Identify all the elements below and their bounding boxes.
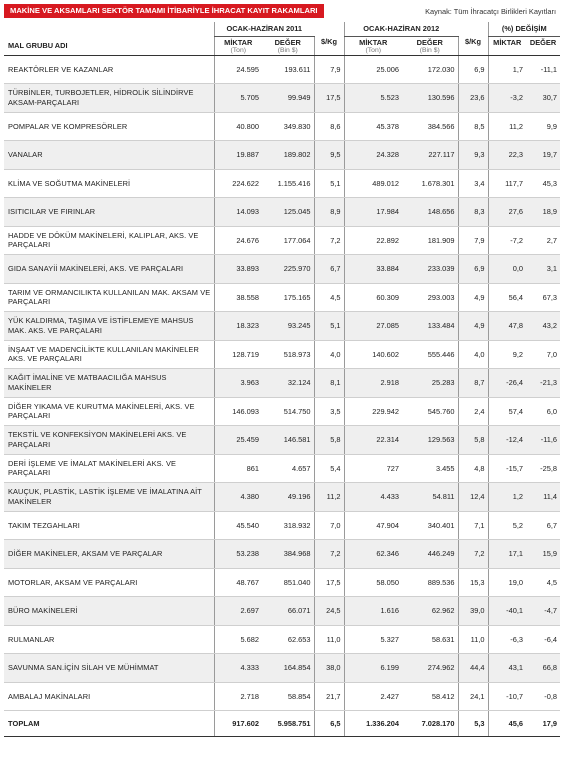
value-label: DEĞER <box>274 37 301 47</box>
value-2012-cell: 148.656 <box>402 198 458 227</box>
per-kg-2012-cell: 4,9 <box>458 312 488 341</box>
quantity-2012-cell: 229.942 <box>344 397 402 426</box>
header-spacer <box>4 22 214 36</box>
value-change-cell: -11,1 <box>526 55 560 84</box>
quantity-2012-cell: 489.012 <box>344 169 402 198</box>
quantity-2012-cell: 140.602 <box>344 340 402 369</box>
header-spacer <box>458 22 488 36</box>
export-figures-table <box>4 22 560 737</box>
quantity-2012-cell: 45.378 <box>344 112 402 141</box>
per-kg-2011-cell: 8,9 <box>314 198 344 227</box>
quantity-change-cell: 5,2 <box>488 511 526 540</box>
quantity-2011-cell: 24.676 <box>214 226 262 255</box>
value-2011-cell: 164.854 <box>262 654 314 683</box>
period-header-row <box>4 22 560 36</box>
product-group-cell: MOTORLAR, AKSAM VE PARÇALARI <box>4 568 214 597</box>
per-kg-2011-cell: 11,0 <box>314 625 344 654</box>
value-change-header: DEĞER <box>526 36 560 55</box>
value-change-cell: 19,7 <box>526 141 560 170</box>
product-group-cell: RULMANLAR <box>4 625 214 654</box>
value-change-cell: 17,9 <box>526 711 560 737</box>
table-row <box>4 597 560 626</box>
per-kg-2011-cell: 5,1 <box>314 169 344 198</box>
value-2011-cell: 851.040 <box>262 568 314 597</box>
product-group-cell: KLİMA VE SOĞUTMA MAKİNELERİ <box>4 169 214 198</box>
quantity-2011-cell: 5.705 <box>214 84 262 113</box>
quantity-2011-cell: 2.697 <box>214 597 262 626</box>
table-title: MAKİNE VE AKSAMLARI SEKTÖR TAMAMI İTİBARİYLE İHRACAT KAYIT RAKAMLARI <box>4 4 324 18</box>
value-2011-cell: 177.064 <box>262 226 314 255</box>
value-unit: (Bin $) <box>277 46 298 54</box>
per-kg-2012-cell: 4,0 <box>458 340 488 369</box>
value-2011-cell: 318.932 <box>262 511 314 540</box>
table-row <box>4 226 560 255</box>
value-2011-cell: 175.165 <box>262 283 314 312</box>
quantity-change-cell: 1,2 <box>488 483 526 512</box>
per-kg-2012-cell: 6,9 <box>458 55 488 84</box>
value-change-cell: 18,9 <box>526 198 560 227</box>
quantity-2011-cell: 18.323 <box>214 312 262 341</box>
product-group-cell: REAKTÖRLER VE KAZANLAR <box>4 55 214 84</box>
value-2012-cell: 1.678.301 <box>402 169 458 198</box>
table-body <box>4 55 560 737</box>
quantity-label: MİKTAR <box>224 37 253 47</box>
quantity-2012-cell: 25.006 <box>344 55 402 84</box>
table-row <box>4 654 560 683</box>
quantity-2011-cell: 2.718 <box>214 682 262 711</box>
value-2011-cell: 189.802 <box>262 141 314 170</box>
value-change-cell: 11,4 <box>526 483 560 512</box>
table-row <box>4 426 560 455</box>
value-2012-cell: 384.566 <box>402 112 458 141</box>
value-2012-cell: 3.455 <box>402 454 458 483</box>
quantity-2012-cell: 58.050 <box>344 568 402 597</box>
quantity-change-cell: 43,1 <box>488 654 526 683</box>
quantity-change-cell: 57,4 <box>488 397 526 426</box>
quantity-2011-cell: 128.719 <box>214 340 262 369</box>
per-kg-2011-cell: 17,5 <box>314 568 344 597</box>
table-row <box>4 198 560 227</box>
per-kg-2012-cell: 12,4 <box>458 483 488 512</box>
table-row <box>4 511 560 540</box>
per-kg-2012-cell: 11,0 <box>458 625 488 654</box>
value-change-cell: 67,3 <box>526 283 560 312</box>
value-2012-cell: 293.003 <box>402 283 458 312</box>
quantity-2011-header <box>214 36 262 55</box>
value-2012-cell: 129.563 <box>402 426 458 455</box>
product-group-cell: VANALAR <box>4 141 214 170</box>
per-kg-2011-cell: 9,5 <box>314 141 344 170</box>
table-row <box>4 340 560 369</box>
per-kg-2011-cell: 38,0 <box>314 654 344 683</box>
table-row <box>4 483 560 512</box>
table-row <box>4 55 560 84</box>
quantity-change-cell: -6,3 <box>488 625 526 654</box>
product-group-cell: DİĞER YIKAMA VE KURUTMA MAKİNELERİ, AKS. VE PARÇALARI <box>4 397 214 426</box>
product-group-cell: SAVUNMA SAN.İÇİN SİLAH VE MÜHİMMAT <box>4 654 214 683</box>
per-kg-2011-cell: 21,7 <box>314 682 344 711</box>
value-change-cell: 45,3 <box>526 169 560 198</box>
value-2011-cell: 99.949 <box>262 84 314 113</box>
product-group-cell: DİĞER MAKİNELER, AKSAM VE PARÇALAR <box>4 540 214 569</box>
value-2011-cell: 62.653 <box>262 625 314 654</box>
value-2012-cell: 274.962 <box>402 654 458 683</box>
per-kg-2012-cell: 8,7 <box>458 369 488 398</box>
quantity-2011-cell: 5.682 <box>214 625 262 654</box>
quantity-unit: (Ton) <box>230 46 246 54</box>
quantity-2012-cell: 5.327 <box>344 625 402 654</box>
product-group-cell: KAĞIT İMALİNE VE MATBAACILIĞA MAHSUS MAKİNELER <box>4 369 214 398</box>
quantity-change-cell: 45,6 <box>488 711 526 737</box>
quantity-2011-cell: 38.558 <box>214 283 262 312</box>
per-kg-2011-cell: 7,2 <box>314 540 344 569</box>
quantity-2012-cell: 1.336.204 <box>344 711 402 737</box>
value-2011-cell: 125.045 <box>262 198 314 227</box>
table-row <box>4 625 560 654</box>
product-group-cell: KAUÇUK, PLASTİK, LASTİK İŞLEME VE İMALATINA AİT MAKİNELER <box>4 483 214 512</box>
period-2011-header: OCAK-HAZİRAN 2011 <box>214 22 314 36</box>
value-change-cell: 6,0 <box>526 397 560 426</box>
value-2012-cell: 133.484 <box>402 312 458 341</box>
quantity-2012-cell: 17.984 <box>344 198 402 227</box>
value-change-cell: -6,4 <box>526 625 560 654</box>
table-row <box>4 568 560 597</box>
quantity-change-cell: 27,6 <box>488 198 526 227</box>
value-2012-cell: 58.412 <box>402 682 458 711</box>
per-kg-2011-header: $/Kg <box>314 36 344 55</box>
value-2011-cell: 518.973 <box>262 340 314 369</box>
product-group-cell: TARIM VE ORMANCILIKTA KULLANILAN MAK. AKSAM VE PARÇALARI <box>4 283 214 312</box>
per-kg-2012-cell: 7,1 <box>458 511 488 540</box>
quantity-2012-cell: 62.346 <box>344 540 402 569</box>
quantity-change-cell: -7,2 <box>488 226 526 255</box>
quantity-2011-cell: 4.380 <box>214 483 262 512</box>
quantity-2011-cell: 19.887 <box>214 141 262 170</box>
quantity-2012-cell: 1.616 <box>344 597 402 626</box>
value-change-cell: 30,7 <box>526 84 560 113</box>
quantity-change-cell: 0,0 <box>488 255 526 284</box>
value-change-cell: 9,9 <box>526 112 560 141</box>
value-2011-cell: 5.958.751 <box>262 711 314 737</box>
per-kg-2012-cell: 15,3 <box>458 568 488 597</box>
value-2011-header <box>262 36 314 55</box>
value-2011-cell: 32.124 <box>262 369 314 398</box>
table-row <box>4 141 560 170</box>
quantity-change-cell: 19,0 <box>488 568 526 597</box>
value-change-cell: 6,7 <box>526 511 560 540</box>
per-kg-2011-cell: 7,9 <box>314 55 344 84</box>
per-kg-2011-cell: 5,4 <box>314 454 344 483</box>
per-kg-2012-cell: 24,1 <box>458 682 488 711</box>
product-group-header: MAL GRUBU ADI <box>4 36 214 55</box>
period-2012-header: OCAK-HAZİRAN 2012 <box>344 22 458 36</box>
value-change-cell: 66,8 <box>526 654 560 683</box>
quantity-change-cell: 22,3 <box>488 141 526 170</box>
per-kg-2011-cell: 24,5 <box>314 597 344 626</box>
per-kg-2012-cell: 7,2 <box>458 540 488 569</box>
per-kg-2011-cell: 4,0 <box>314 340 344 369</box>
value-2011-cell: 58.854 <box>262 682 314 711</box>
quantity-unit: (Ton) <box>365 46 381 54</box>
quantity-2011-cell: 14.093 <box>214 198 262 227</box>
per-kg-2011-cell: 3,5 <box>314 397 344 426</box>
value-change-cell: 2,7 <box>526 226 560 255</box>
change-header: (%) DEĞİŞİM <box>488 22 560 36</box>
quantity-2012-cell: 22.314 <box>344 426 402 455</box>
quantity-2012-cell: 47.904 <box>344 511 402 540</box>
value-2012-cell: 62.962 <box>402 597 458 626</box>
per-kg-2011-cell: 8,6 <box>314 112 344 141</box>
value-2012-cell: 7.028.170 <box>402 711 458 737</box>
quantity-2012-cell: 6.199 <box>344 654 402 683</box>
value-change-cell: 43,2 <box>526 312 560 341</box>
value-change-cell: 4,5 <box>526 568 560 597</box>
quantity-2012-cell: 727 <box>344 454 402 483</box>
value-2011-cell: 93.245 <box>262 312 314 341</box>
quantity-2011-cell: 25.459 <box>214 426 262 455</box>
quantity-change-cell: -15,7 <box>488 454 526 483</box>
quantity-2011-cell: 917.602 <box>214 711 262 737</box>
value-2012-cell: 181.909 <box>402 226 458 255</box>
quantity-2012-cell: 4.433 <box>344 483 402 512</box>
table-row <box>4 112 560 141</box>
quantity-2012-cell: 2.427 <box>344 682 402 711</box>
value-2012-cell: 130.596 <box>402 84 458 113</box>
product-group-cell: BÜRO MAKİNELERİ <box>4 597 214 626</box>
product-group-cell: DERİ İŞLEME VE İMALAT MAKİNELERİ AKS. VE PARÇALARI <box>4 454 214 483</box>
product-group-cell: YÜK KALDIRMA, TAŞIMA VE İSTİFLEMEYE MAHSUS MAK. AKS. VE PARÇALARI <box>4 312 214 341</box>
value-2012-cell: 233.039 <box>402 255 458 284</box>
value-change-cell: -0,8 <box>526 682 560 711</box>
quantity-2011-cell: 45.540 <box>214 511 262 540</box>
table-row <box>4 312 560 341</box>
value-change-cell: -21,3 <box>526 369 560 398</box>
table-row <box>4 255 560 284</box>
quantity-2012-cell: 60.309 <box>344 283 402 312</box>
value-2012-cell: 889.536 <box>402 568 458 597</box>
per-kg-2011-cell: 11,2 <box>314 483 344 512</box>
quantity-2011-cell: 146.093 <box>214 397 262 426</box>
value-change-cell: -4,7 <box>526 597 560 626</box>
quantity-2011-cell: 53.238 <box>214 540 262 569</box>
per-kg-2012-cell: 4,9 <box>458 283 488 312</box>
quantity-2011-cell: 4.333 <box>214 654 262 683</box>
quantity-2012-cell: 2.918 <box>344 369 402 398</box>
quantity-2012-cell: 5.523 <box>344 84 402 113</box>
product-group-cell: GIDA SANAYİİ MAKİNELERİ, AKS. VE PARÇALARI <box>4 255 214 284</box>
value-2012-cell: 545.760 <box>402 397 458 426</box>
per-kg-2011-cell: 7,0 <box>314 511 344 540</box>
quantity-label: MİKTAR <box>359 37 388 47</box>
per-kg-2011-cell: 5,1 <box>314 312 344 341</box>
product-group-cell: TÜRBİNLER, TURBOJETLER, HİDROLİK SİLİNDİRVE AKSAM-PARÇALARI <box>4 84 214 113</box>
product-group-cell: TEKSTİL VE KONFEKSİYON MAKİNELERİ AKS. VE PARÇALARI <box>4 426 214 455</box>
value-change-cell: -11,6 <box>526 426 560 455</box>
quantity-2011-cell: 224.622 <box>214 169 262 198</box>
product-group-cell: TAKIM TEZGAHLARI <box>4 511 214 540</box>
quantity-change-cell: 17,1 <box>488 540 526 569</box>
per-kg-2012-cell: 2,4 <box>458 397 488 426</box>
per-kg-2011-cell: 6,5 <box>314 711 344 737</box>
value-change-cell: 7,0 <box>526 340 560 369</box>
value-2011-cell: 49.196 <box>262 483 314 512</box>
quantity-change-cell: 117,7 <box>488 169 526 198</box>
quantity-2011-cell: 24.595 <box>214 55 262 84</box>
source-note: Kaynak: Tüm İhracatçı Birlikleri Kayıtları <box>425 6 556 16</box>
value-2012-cell: 25.283 <box>402 369 458 398</box>
value-2011-cell: 193.611 <box>262 55 314 84</box>
column-header-row <box>4 36 560 55</box>
per-kg-2012-cell: 9,3 <box>458 141 488 170</box>
title-bar <box>4 4 560 18</box>
quantity-2012-cell: 27.085 <box>344 312 402 341</box>
per-kg-2012-cell: 4,8 <box>458 454 488 483</box>
value-2011-cell: 225.970 <box>262 255 314 284</box>
table-row <box>4 397 560 426</box>
per-kg-2012-cell: 8,5 <box>458 112 488 141</box>
per-kg-2012-header: $/Kg <box>458 36 488 55</box>
quantity-change-cell: -12,4 <box>488 426 526 455</box>
value-change-cell: 15,9 <box>526 540 560 569</box>
quantity-change-cell: -3,2 <box>488 84 526 113</box>
quantity-2011-cell: 48.767 <box>214 568 262 597</box>
value-2011-cell: 349.830 <box>262 112 314 141</box>
table-row <box>4 169 560 198</box>
product-group-cell: TOPLAM <box>4 711 214 737</box>
table-row <box>4 540 560 569</box>
value-2012-cell: 58.631 <box>402 625 458 654</box>
table-row <box>4 84 560 113</box>
per-kg-2012-cell: 3,4 <box>458 169 488 198</box>
per-kg-2011-cell: 4,5 <box>314 283 344 312</box>
quantity-2012-cell: 24.328 <box>344 141 402 170</box>
value-2011-cell: 146.581 <box>262 426 314 455</box>
value-2012-header <box>402 36 458 55</box>
product-group-cell: İNŞAAT VE MADENCİLİKTE KULLANILAN MAKİNELER AKS. VE PARÇALARI <box>4 340 214 369</box>
per-kg-2012-cell: 5,3 <box>458 711 488 737</box>
quantity-2011-cell: 40.800 <box>214 112 262 141</box>
per-kg-2012-cell: 5,8 <box>458 426 488 455</box>
value-change-cell: 3,1 <box>526 255 560 284</box>
quantity-2012-cell: 22.892 <box>344 226 402 255</box>
table-row <box>4 682 560 711</box>
quantity-change-cell: -40,1 <box>488 597 526 626</box>
per-kg-2012-cell: 39,0 <box>458 597 488 626</box>
per-kg-2012-cell: 6,9 <box>458 255 488 284</box>
quantity-change-cell: 9,2 <box>488 340 526 369</box>
value-2012-cell: 172.030 <box>402 55 458 84</box>
header-spacer <box>314 22 344 36</box>
per-kg-2012-cell: 23,6 <box>458 84 488 113</box>
total-row <box>4 711 560 737</box>
quantity-change-cell: 1,7 <box>488 55 526 84</box>
value-2012-cell: 54.811 <box>402 483 458 512</box>
product-group-cell: HADDE VE DÖKÜM MAKİNELERİ, KALIPLAR, AKS. VE PARÇALARI <box>4 226 214 255</box>
product-group-cell: POMPALAR VE KOMPRESÖRLER <box>4 112 214 141</box>
quantity-change-cell: -26,4 <box>488 369 526 398</box>
per-kg-2012-cell: 44,4 <box>458 654 488 683</box>
per-kg-2011-cell: 8,1 <box>314 369 344 398</box>
value-2012-cell: 446.249 <box>402 540 458 569</box>
value-2011-cell: 384.968 <box>262 540 314 569</box>
per-kg-2011-cell: 6,7 <box>314 255 344 284</box>
quantity-2011-cell: 861 <box>214 454 262 483</box>
value-2012-cell: 555.446 <box>402 340 458 369</box>
per-kg-2012-cell: 8,3 <box>458 198 488 227</box>
quantity-2012-cell: 33.884 <box>344 255 402 284</box>
value-2011-cell: 1.155.416 <box>262 169 314 198</box>
value-2012-cell: 227.117 <box>402 141 458 170</box>
value-2012-cell: 340.401 <box>402 511 458 540</box>
product-group-cell: AMBALAJ MAKİNALARI <box>4 682 214 711</box>
value-2011-cell: 514.750 <box>262 397 314 426</box>
table-row <box>4 369 560 398</box>
per-kg-2012-cell: 7,9 <box>458 226 488 255</box>
per-kg-2011-cell: 7,2 <box>314 226 344 255</box>
quantity-change-cell: 47,8 <box>488 312 526 341</box>
per-kg-2011-cell: 5,8 <box>314 426 344 455</box>
value-2011-cell: 66.071 <box>262 597 314 626</box>
quantity-2011-cell: 33.893 <box>214 255 262 284</box>
table-row <box>4 283 560 312</box>
value-unit: (Bin $) <box>419 46 440 54</box>
quantity-change-cell: 11,2 <box>488 112 526 141</box>
value-change-cell: -25,8 <box>526 454 560 483</box>
value-label: DEĞER <box>416 37 443 47</box>
table-row <box>4 454 560 483</box>
quantity-2012-header <box>344 36 402 55</box>
per-kg-2011-cell: 17,5 <box>314 84 344 113</box>
value-2011-cell: 4.657 <box>262 454 314 483</box>
quantity-2011-cell: 3.963 <box>214 369 262 398</box>
quantity-change-header: MİKTAR <box>488 36 526 55</box>
quantity-change-cell: 56,4 <box>488 283 526 312</box>
product-group-cell: ISITICILAR VE FIRINLAR <box>4 198 214 227</box>
quantity-change-cell: -10,7 <box>488 682 526 711</box>
